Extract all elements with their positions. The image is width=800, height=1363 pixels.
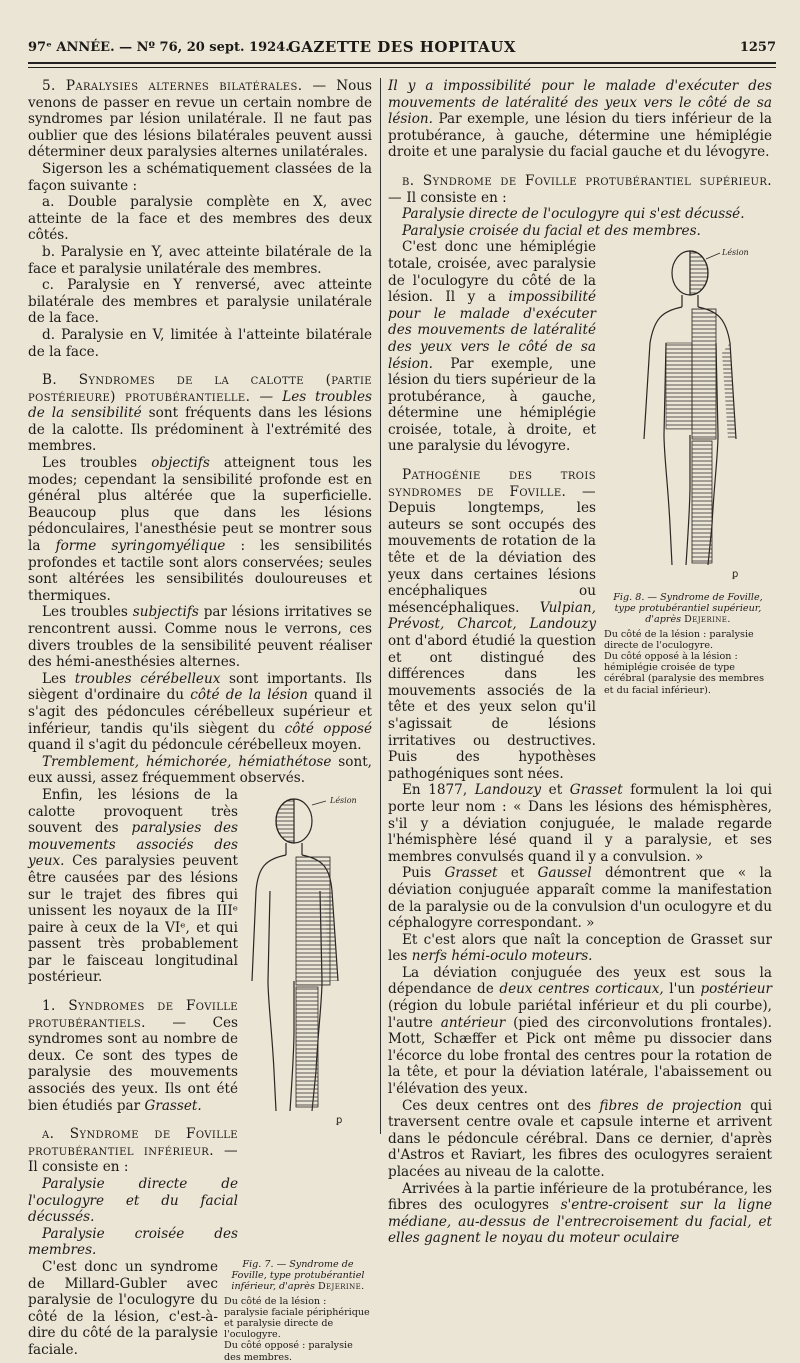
figure-8 <box>604 239 772 695</box>
paragraph: Il y a impossibilité pour le malade d'exécuter des mouvements de latéralité des yeux vers le côté de sa lésion. Par exemple, une lésion du tiers inférieur de la protubérance, à gauche, détermine une hémiplégie droite et une paralysie du facial gauche et du lévogyre. <box>388 78 772 161</box>
figure-7-caption: Fig. 7. — Syndrome de Foville, type protubérantiel inférieur, d'après Dejerine. Du côté de la lésion : paralysie faciale périphérique et paralysie directe de l'oculogyre. Du côté opposé : paralysie des membres. <box>224 1258 370 1363</box>
left-column <box>28 78 372 1363</box>
paragraph: Paralysie croisée des membres. <box>28 1225 238 1259</box>
section-1: 1. Syndromes de Foville protubérantiels. — Ces syndromes sont au nombre de deux. Ce sont des types de paralysie des mouvements associés des yeux. Ils ont été bien étudiés par Grasset. <box>28 998 238 1114</box>
paragraph: Arrivées à la partie inférieure de la protubérance, les fibres des oculogyres s'entre-croisent sur la ligne médiane, au-dessus de l'entrecroisement du facial, et elles gagnent le noyau du moteur oculaire <box>388 1180 773 1247</box>
header-rule <box>28 62 776 64</box>
body-diagram-icon <box>604 239 772 585</box>
paragraph: Les troubles subjectifs par lésions irritatives se rencontrent aussi. Comme nous le verrons, ces divers troubles de la sensibilité peuvent réaliser des hémi-anesthésies alternes. <box>28 604 372 671</box>
figure-7 <box>246 791 372 1136</box>
paragraph: Sigerson les a schématiquement classées de la façon suivante : <box>28 160 372 194</box>
paragraph: Tremblement, hémichorée, hémiathétose sont, eux aussi, assez fréquemment observés. <box>28 753 372 787</box>
list-item: c. Paralysie en Y renversé, avec atteinte bilatérale des membres et paralysie unilatérale de la face. <box>28 277 372 327</box>
lesion-label: Lésion <box>330 795 357 805</box>
page-number: 1257 <box>739 40 776 55</box>
journal-title: GAZETTE DES HOPITAUX <box>287 38 516 56</box>
figure-7-block <box>28 787 372 1259</box>
paragraph: Paralysie directe de l'oculogyre qui s'est décussé. <box>402 206 745 223</box>
list-item: b. Paralysie en Y, avec atteinte bilatérale de la face et paralysie unilatérale des membres. <box>28 243 372 277</box>
figure-8-block <box>388 239 772 782</box>
header-rule-thin <box>28 67 776 68</box>
list-item: a. Double paralysie complète en X, avec atteinte de la face et des membres des deux côtés. <box>28 194 372 244</box>
svg-text:ꝑ: ꝑ <box>732 569 739 581</box>
paragraph: La déviation conjuguée des yeux est sous la dépendance de deux centres corticaux, l'un postérieur (région du lobule pariétal inférieur et du pli courbe), l'autre antérieur (pied des circonvolutions frontales). Mott, Schæffer et Pick ont même pu dissocier dans l'écorce du lobe frontal des centres pour la rotation de la tête, et pour la déviation latérale, l'abaissement ou l'élévation des yeux. <box>388 964 772 1098</box>
list-item: d. Paralysie en V, limitée à l'atteinte bilatérale de la face. <box>28 326 372 360</box>
section-pathogenie: Pathogénie des trois syndromes de Foville. — Depuis longtemps, les auteurs se sont occupés des mouvements de rotation de la tête et de la déviation des yeux dans certaines lésions encéphaliques ou mésencéphaliques. Vulpian, Prévost, Charcot, Landouzy ont d'abord étudié la question et ont distingué des différences dans les mouvements associés de la tête et des yeux selon qu'il s'agissait de lésions irritatives ou destructives. Puis des hypothèses pathogéniques sont nées. <box>388 467 596 782</box>
paragraph: Paralysie croisée du facial et des membres. <box>402 222 701 239</box>
svg-text:ꝑ: ꝑ <box>336 1114 343 1126</box>
section-B: B. Syndromes de la calotte (partie postérieure) protubérantielle. — Les troubles de la sensibilité sont fréquents dans les lésions de la calotte. Ils prédominent à l'extrémité des membres. <box>28 372 372 455</box>
body-diagram-icon <box>246 791 372 1131</box>
figure-8-caption: Fig. 8. — Syndrome de Foville, type protubérantiel supérieur, d'après Dejerine. Du côté de la lésion : paralysie directe de l'oculogyre. Du côté opposé à la lésion : hémiplégie croisée de type cérébral (paralysie des membres et du facial inférieur). <box>604 591 764 696</box>
paragraph: Puis Grasset et Gaussel démontrent que « la déviation conjuguée apparaît comme la manifestation de la paralysie ou de la convulsion d'un oculogyre et du céphalogyre correspondant. » <box>388 865 772 932</box>
paragraph: C'est donc une hémiplégie totale, croisée, avec paralysie de l'oculogyre du côté de la lésion. Il y a impossibilité pour le malade d'exécuter des mouvements de latéralité des yeux vers le côté de sa lésion. Par exemple, une lésion du tiers supérieur de la protubérance, à gauche, détermine une hémiplégie croisée, totale, à droite, et une paralysie du lévogyre. <box>388 239 596 455</box>
paragraph: C'est donc un syndrome de Millard-Gubler avec paralysie de l'oculogyre du côté de la lésion, c'est-à-dire du côté de la paralysie faciale. <box>28 1258 218 1358</box>
column-divider <box>380 78 381 1134</box>
paragraph: Les troubles cérébelleux sont importants. Ils siègent d'ordinaire du côté de la lésion quand il s'agit des pédoncules cérébelleux supérieur et inférieur, tandis qu'ils siègent du côté opposé quand il s'agit du pédoncule cérébelleux moyen. <box>28 670 373 754</box>
paragraph: Enfin, les lésions de la calotte provoquent très souvent des paralysies des mouvements associés des yeux. Ces paralysies peuvent être causées par des lésions sur le trajet des fibres qui unissent les noyaux de la IIIᵉ paire à ceux de la VIᵉ, et qui passent très probablement par le faisceau longitudinal postérieur. <box>28 786 238 986</box>
paragraph: En 1877, Landouzy et Grasset formulent la loi qui porte leur nom : « Dans les lésions des hémisphères, s'il y a déviation conjuguée, le malade regarde l'hémisphère lésé quand il y a paralysie, et ses membres convulsés quand il y a convulsion. » <box>388 782 772 865</box>
paragraph: Les troubles objectifs atteignent tous les modes; cependant la sensibilité profonde est en général plus altérée que la superficielle. Beaucoup plus que dans les lésions pédonculaires, l'anesthésie peut se montrer sous la forme syringomyélique : les sensibilités profondes et tactile sont alors conservées; seules sont altérées les sensibilités douloureuses et thermiques. <box>28 455 373 604</box>
page-header <box>28 32 776 58</box>
lesion-label: Lésion <box>722 248 749 258</box>
issue-info: 97ᵉ ANNÉE. — Nº 76, 20 sept. 1924. <box>28 40 290 55</box>
section-b: b. Syndrome de Foville protubérantiel supérieur. — Il consiste en : <box>388 172 772 206</box>
paragraph: Et c'est alors que naît la conception de Grasset sur les nerfs hémi-oculo moteurs. <box>388 931 772 965</box>
paragraph: Paralysie directe de l'oculogyre et du facial décussés. <box>28 1176 238 1226</box>
right-column <box>388 78 772 1247</box>
paragraph: Ces deux centres ont des fibres de projection qui traversent centre ovale et capsule interne et arrivent dans le pédoncule cérébral. Dans ce dernier, d'après d'Astros et Raviart, les fibres des oculogyres seraient placées au niveau de la calotte. <box>388 1097 773 1180</box>
section-5: 5. Paralysies alternes bilatérales. — Nous venons de passer en revue un certain nombre de syndromes par lésion unilatérale. Il ne faut pas oublier que des lésions bilatérales peuvent aussi déterminer deux paralysies alternes unilatérales. <box>28 78 372 161</box>
section-a: a. Syndrome de Foville protubérantiel inférieur. — Il consiste en : <box>28 1126 238 1176</box>
